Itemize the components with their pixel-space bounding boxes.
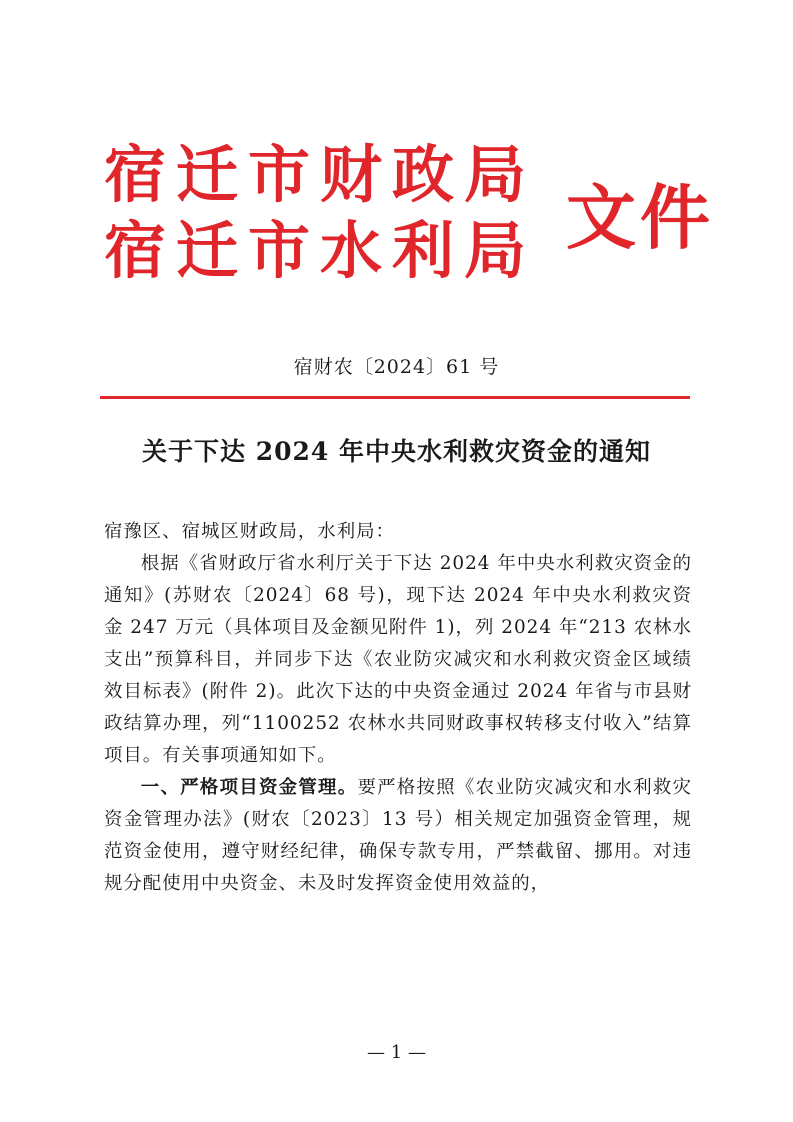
section-1-paragraph: [104, 772, 692, 900]
section-1-heading: 一、严格项目资金管理。: [140, 777, 358, 798]
document-body: [104, 516, 692, 900]
document-type-label: 文件: [566, 176, 714, 259]
page-number: — 1 —: [367, 1042, 426, 1063]
document-title: 关于下达 2024 年中央水利救灾资金的通知: [142, 437, 651, 466]
issuer-finance-bureau: 宿迁市财政局: [104, 138, 537, 211]
document-header: [104, 138, 714, 292]
red-divider: [100, 396, 690, 399]
document-number: 宿财农〔2024〕61 号: [293, 356, 500, 378]
section-1-text: 要严格按照《农业防灾减灾和水利救灾资金管理办法》(财农〔2023〕13 号）相关规定加强资金管理，规范资金使用，遵守财经纪律，确保专款专用，严禁截留、挪用。对违规分配使用中央资金、未及时发挥资金使用效益的，: [104, 777, 692, 894]
salutation: 宿豫区、宿城区财政局，水利局：: [104, 521, 395, 542]
issuer-water-bureau: 宿迁市水利局: [104, 214, 537, 287]
paragraph-1: 根据《省财政厅省水利厅关于下达 2024 年中央水利救灾资金的通知》(苏财农〔2024〕68 号)，现下达 2024 年中央水利救灾资金 247 万元（具体项目及金额见附件 1)，列 2024 年“213 农林水支出”预算科目，并同步下达《农业防灾减灾和水利救灾资金区域绩效目标表》(附件 2)。此次下达的中央资金通过 2024 年省与市县财政结算办理，列“1100252 农林水共同财政事权转移支付收入”结算项目。有关事项通知如下。: [104, 553, 692, 766]
